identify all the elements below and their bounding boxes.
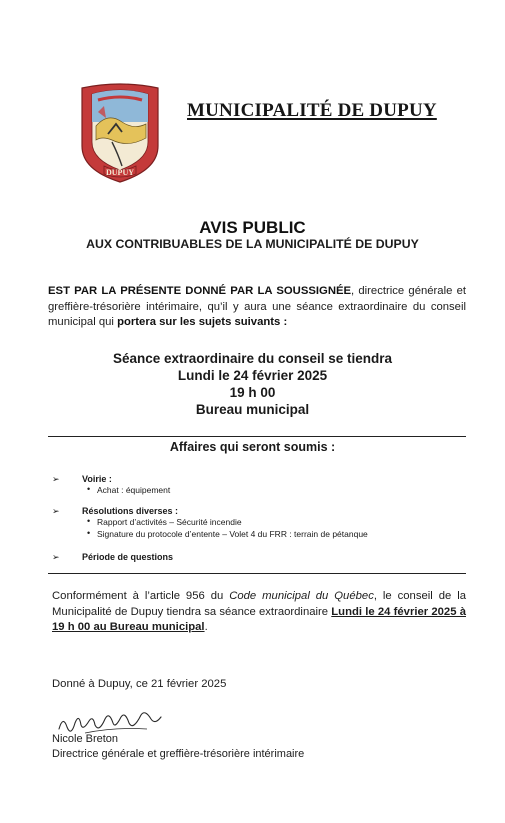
agenda-item-label: Période de questions (82, 552, 174, 562)
conformity-text-3: . (204, 621, 208, 633)
signer-title: Directrice générale et greffière-trésorière intérimaire (52, 748, 305, 760)
agenda-heading: Affaires qui seront soumis : (169, 440, 336, 454)
intro-text: , directrice générale et greffière-trésorière intérimaire, qu’il y aura une séance extraordinaire du conseil municipal qui (48, 285, 466, 328)
meeting-location: Bureau municipal (195, 402, 310, 417)
conformity-text-2: , le conseil de la Municipalité de Dupuy tiendra sa séance extraordinaire (52, 590, 466, 618)
notice-subtitle: AUX CONTRIBUABLES DE LA MUNICIPALITÉ DE DUPUY (86, 237, 419, 251)
meeting-date: Lundi le 24 février 2025 (177, 368, 328, 383)
meeting-line-1: Séance extraordinaire du conseil se tiendra (112, 351, 393, 366)
conformity-text-1: Conformément à l’article 956 du (52, 590, 230, 602)
agenda-item-label: Résolutions diverses : (82, 506, 179, 516)
code-reference: Code municipal du Québec (229, 590, 374, 602)
top-divider (48, 436, 466, 437)
agenda-sub-item: • Signature du protocole d’entente – Volet 4 du FRR : terrain de pétanque (97, 529, 368, 539)
arrow-bullet-icon: ➢ (52, 474, 60, 484)
agenda-item-label: Voirie : (82, 474, 112, 484)
municipality-title: MUNICIPALITÉ DE DUPUY (187, 100, 437, 121)
bottom-divider (48, 573, 466, 574)
municipal-crest-logo (78, 82, 162, 186)
agenda-sub-item: • Rapport d’activités – Sécurité incendie (97, 517, 242, 527)
arrow-bullet-icon: ➢ (52, 552, 60, 562)
notice-title: AVIS PUBLIC (199, 218, 306, 237)
intro-bold-tail: portera sur les sujets suivants : (117, 316, 288, 328)
meeting-time: 19 h 00 (229, 385, 276, 400)
crest-text: DUPUY (106, 168, 134, 177)
agenda-sub-item: • Achat : équipement (97, 485, 170, 495)
intro-bold-lead: EST PAR LA PRÉSENTE DONNÉ PAR LA SOUSSIGNÉE (48, 285, 352, 297)
intro-paragraph (48, 284, 466, 331)
meeting-details (0, 350, 505, 418)
given-at-date: Donné à Dupuy, ce 21 février 2025 (52, 678, 227, 690)
signer-name: Nicole Breton (52, 733, 119, 745)
conformity-paragraph (52, 589, 466, 636)
meeting-datetime-underlined: Lundi le 24 février 2025 à 19 h 00 au Bureau municipal (52, 605, 466, 633)
arrow-bullet-icon: ➢ (52, 506, 60, 516)
